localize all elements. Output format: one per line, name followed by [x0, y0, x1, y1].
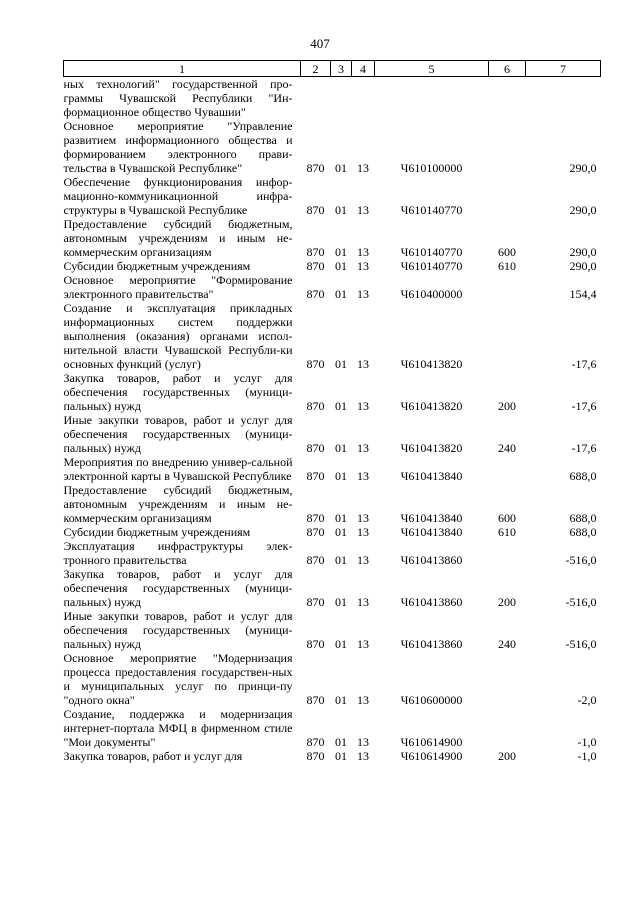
table-row — [64, 483, 601, 525]
row-pr-cell: 13 — [357, 245, 369, 259]
row-name-cell: Основное мероприятие "Модернизация процесса предоставления государствен-ных и муниципальных услуг по принци-пу "одного окна" — [63, 651, 293, 707]
row-rz-cell: 01 — [335, 357, 347, 371]
row-rz-cell: 01 — [335, 553, 347, 567]
row-pr-cell: 13 — [357, 525, 369, 539]
row-ved-cell: 870 — [306, 511, 325, 525]
column-header: 6 — [489, 61, 526, 77]
row-ved-cell: 870 — [306, 287, 325, 301]
row-sum-cell: -17,6 — [571, 441, 597, 455]
row-vr-cell — [489, 77, 526, 120]
row-name-cell: Эксплуатация инфраструктуры элек-тронного правительства — [63, 539, 293, 567]
row-rz-cell: 01 — [335, 469, 347, 483]
table-row — [64, 539, 601, 567]
row-ved-cell: 870 — [306, 595, 325, 609]
row-ved-cell: 870 — [306, 637, 325, 651]
table-row — [64, 749, 601, 763]
row-vr-cell: 600 — [498, 511, 516, 525]
row-name-cell: Создание, поддержка и модернизация интернет-портала МФЦ в фирменном стиле "Мои документы" — [63, 707, 293, 749]
row-vr-cell: 600 — [498, 245, 516, 259]
table-row — [64, 77, 601, 120]
row-vr-cell: 200 — [498, 595, 516, 609]
row-pr-cell: 13 — [357, 553, 369, 567]
row-csr-cell: Ч610413820 — [400, 441, 463, 455]
row-pr-cell — [352, 77, 375, 120]
row-rz-cell: 01 — [335, 693, 347, 707]
row-csr-cell: Ч610614900 — [400, 749, 463, 763]
row-pr-cell: 13 — [357, 595, 369, 609]
row-name-cell: Основное мероприятие "Управление развитием информационного общества и формированием электронного прави-тельства в Чувашской Республике" — [63, 119, 293, 175]
row-ved-cell: 870 — [306, 553, 325, 567]
row-rz-cell: 01 — [335, 161, 347, 175]
row-vr-cell — [489, 273, 526, 301]
row-name-cell: Закупка товаров, работ и услуг для обеспечения государственных (муници-пальных) нужд — [63, 371, 293, 413]
table-header-row — [64, 61, 601, 77]
row-pr-cell: 13 — [357, 693, 369, 707]
row-rz-cell — [331, 77, 352, 120]
row-vr-cell: 610 — [498, 525, 516, 539]
row-sum-cell — [526, 77, 601, 120]
budget-table — [63, 60, 601, 763]
row-vr-cell: 200 — [498, 399, 516, 413]
row-name-cell: ных технологий" государственной про-граммы Чувашской Республики "Ин-формационное общество Чувашии" — [63, 77, 293, 119]
row-vr-cell — [489, 651, 526, 707]
table-row — [64, 651, 601, 707]
column-header: 1 — [64, 61, 301, 77]
row-vr-cell — [489, 119, 526, 175]
table-row — [64, 707, 601, 749]
row-sum-cell: -1,0 — [577, 735, 597, 749]
row-sum-cell: 688,0 — [569, 525, 597, 539]
page-number: 407 — [310, 36, 330, 51]
row-csr-cell: Ч610600000 — [400, 693, 463, 707]
row-name-cell: Обеспечение функционирования инфор-мационно-коммуникационной инфра-структуры в Чувашской Республике — [63, 175, 293, 217]
table-row — [64, 175, 601, 217]
row-name-cell: Закупка товаров, работ и услуг для — [63, 749, 243, 763]
row-pr-cell: 13 — [357, 259, 369, 273]
row-csr-cell: Ч610413840 — [400, 469, 463, 483]
row-pr-cell: 13 — [357, 637, 369, 651]
row-rz-cell: 01 — [335, 735, 347, 749]
row-csr-cell — [375, 77, 489, 120]
row-rz-cell: 01 — [335, 245, 347, 259]
row-vr-cell — [489, 707, 526, 749]
row-name-cell: Иные закупки товаров, работ и услуг для обеспечения государственных (муници-пальных) нужд — [63, 413, 293, 455]
row-ved-cell: 870 — [306, 203, 325, 217]
row-ved-cell — [301, 77, 331, 120]
table-row — [64, 273, 601, 301]
row-name-cell: Предоставление субсидий бюджетным, автономным учреждениям и иным не-коммерческим организациям — [63, 217, 293, 259]
row-pr-cell: 13 — [357, 749, 369, 763]
row-pr-cell: 13 — [357, 469, 369, 483]
row-sum-cell: -2,0 — [577, 693, 597, 707]
row-name-cell: Субсидии бюджетным учреждениям — [63, 259, 251, 273]
row-vr-cell — [489, 455, 526, 483]
row-csr-cell: Ч610614900 — [400, 735, 463, 749]
table-row — [64, 609, 601, 651]
row-pr-cell: 13 — [357, 287, 369, 301]
row-name-cell: Закупка товаров, работ и услуг для обеспечения государственных (муници-пальных) нужд — [63, 567, 293, 609]
row-sum-cell: 688,0 — [569, 469, 597, 483]
row-csr-cell: Ч610413860 — [400, 553, 463, 567]
column-header: 2 — [301, 61, 331, 77]
row-csr-cell: Ч610413860 — [400, 595, 463, 609]
table-row — [64, 301, 601, 371]
column-header: 4 — [352, 61, 375, 77]
row-sum-cell: -516,0 — [565, 595, 597, 609]
row-csr-cell: Ч610100000 — [400, 161, 463, 175]
row-csr-cell: Ч610400000 — [400, 287, 463, 301]
row-csr-cell: Ч610413860 — [400, 637, 463, 651]
table-row — [64, 567, 601, 609]
row-rz-cell: 01 — [335, 287, 347, 301]
row-name-cell: Создание и эксплуатация прикладных информационных систем поддержки выполнения (оказания) органами испол-нительной власти Чувашской Республи-ки основных функций (услуг) — [63, 301, 293, 371]
row-name-cell: Иные закупки товаров, работ и услуг для обеспечения государственных (муници-пальных) нужд — [63, 609, 293, 651]
column-header: 7 — [526, 61, 601, 77]
row-vr-cell: 240 — [498, 637, 516, 651]
table-row — [64, 217, 601, 259]
row-pr-cell: 13 — [357, 441, 369, 455]
row-csr-cell: Ч610413820 — [400, 357, 463, 371]
row-rz-cell: 01 — [335, 595, 347, 609]
table-row — [64, 525, 601, 539]
row-ved-cell: 870 — [306, 399, 325, 413]
row-ved-cell: 870 — [306, 693, 325, 707]
row-ved-cell: 870 — [306, 259, 325, 273]
row-ved-cell: 870 — [306, 441, 325, 455]
row-rz-cell: 01 — [335, 399, 347, 413]
row-sum-cell: -516,0 — [565, 637, 597, 651]
row-vr-cell — [489, 539, 526, 567]
row-pr-cell: 13 — [357, 161, 369, 175]
row-vr-cell — [489, 301, 526, 371]
row-name-cell: Основное мероприятие "Формирование электронного правительства" — [63, 273, 293, 301]
row-ved-cell: 870 — [306, 749, 325, 763]
column-header: 5 — [375, 61, 489, 77]
row-pr-cell: 13 — [357, 399, 369, 413]
row-vr-cell — [489, 175, 526, 217]
row-ved-cell: 870 — [306, 735, 325, 749]
row-name-cell: Мероприятия по внедрению универ-сальной электронной карты в Чувашской Республике — [63, 455, 293, 483]
column-header: 3 — [331, 61, 352, 77]
table-row — [64, 413, 601, 455]
row-sum-cell: -17,6 — [571, 399, 597, 413]
table-row — [64, 259, 601, 273]
row-name-cell: Субсидии бюджетным учреждениям — [63, 525, 251, 539]
row-ved-cell: 870 — [306, 245, 325, 259]
row-rz-cell: 01 — [335, 203, 347, 217]
row-vr-cell: 240 — [498, 441, 516, 455]
row-rz-cell: 01 — [335, 511, 347, 525]
row-name-cell: Предоставление субсидий бюджетным, автономным учреждениям и иным не-коммерческим организациям — [63, 483, 293, 525]
row-csr-cell: Ч610140770 — [400, 203, 463, 217]
row-csr-cell: Ч610140770 — [400, 245, 463, 259]
row-sum-cell: -1,0 — [577, 749, 597, 763]
row-sum-cell: 688,0 — [569, 511, 597, 525]
row-rz-cell: 01 — [335, 749, 347, 763]
row-rz-cell: 01 — [335, 441, 347, 455]
row-ved-cell: 870 — [306, 525, 325, 539]
row-ved-cell: 870 — [306, 161, 325, 175]
row-sum-cell: -516,0 — [565, 553, 597, 567]
row-rz-cell: 01 — [335, 637, 347, 651]
row-sum-cell: 290,0 — [569, 259, 597, 273]
row-pr-cell: 13 — [357, 203, 369, 217]
row-rz-cell: 01 — [335, 259, 347, 273]
row-pr-cell: 13 — [357, 511, 369, 525]
row-ved-cell: 870 — [306, 357, 325, 371]
table-row — [64, 119, 601, 175]
row-sum-cell: 154,4 — [569, 287, 597, 301]
row-sum-cell: 290,0 — [569, 245, 597, 259]
table-row — [64, 455, 601, 483]
row-sum-cell: 290,0 — [569, 203, 597, 217]
row-csr-cell: Ч610413820 — [400, 399, 463, 413]
row-sum-cell: -17,6 — [571, 357, 597, 371]
row-csr-cell: Ч610413840 — [400, 525, 463, 539]
table-row — [64, 371, 601, 413]
row-ved-cell: 870 — [306, 469, 325, 483]
row-vr-cell: 200 — [498, 749, 516, 763]
row-csr-cell: Ч610140770 — [400, 259, 463, 273]
row-pr-cell: 13 — [357, 357, 369, 371]
row-pr-cell: 13 — [357, 735, 369, 749]
row-csr-cell: Ч610413840 — [400, 511, 463, 525]
row-rz-cell: 01 — [335, 525, 347, 539]
row-sum-cell: 290,0 — [569, 161, 597, 175]
row-vr-cell: 610 — [498, 259, 516, 273]
